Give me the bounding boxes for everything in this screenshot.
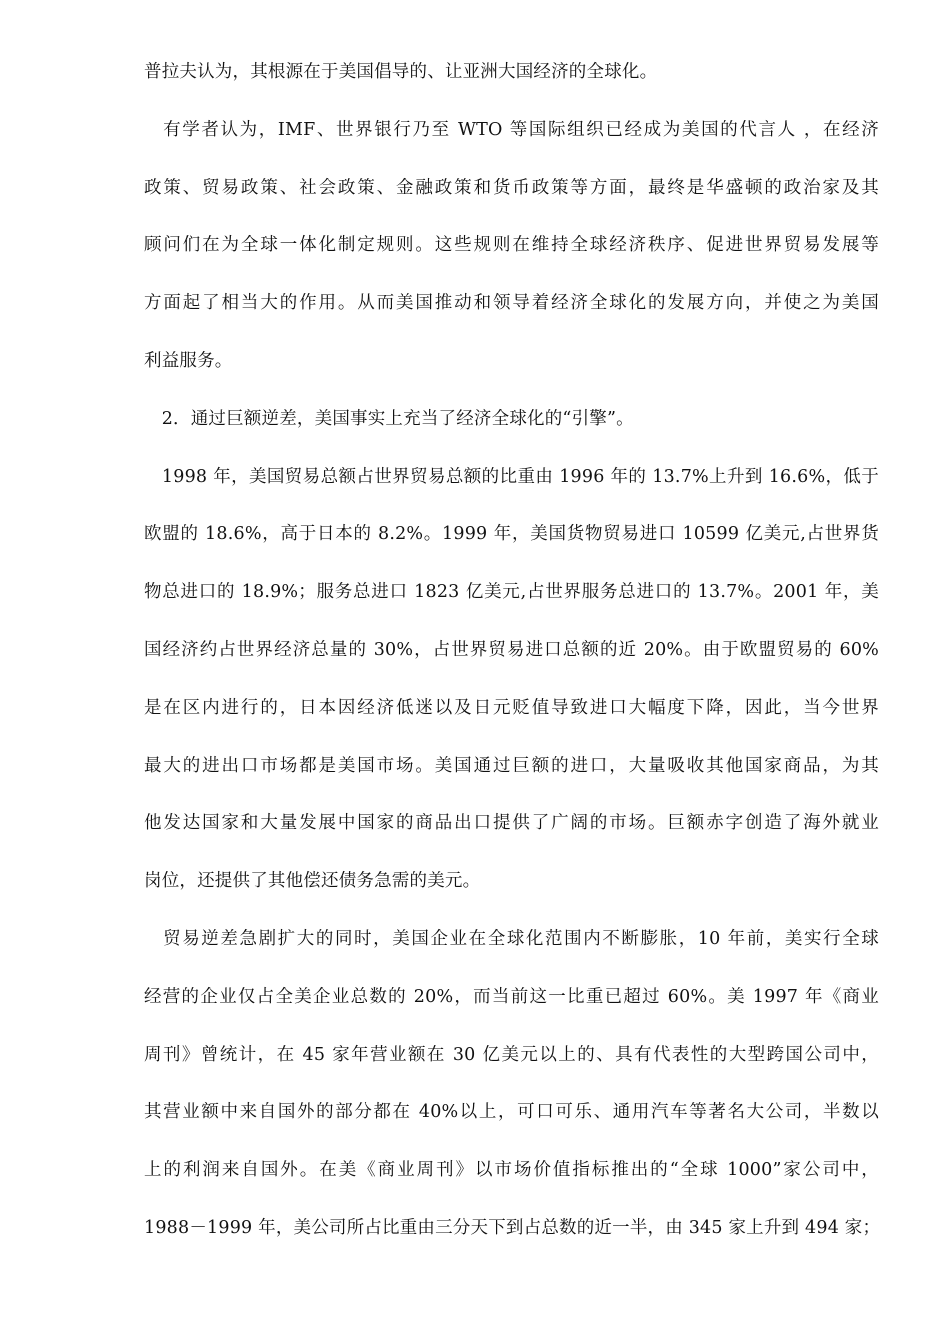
text-line: 上的利润来自国外。在美《商业周刊》以市场价值指标推出的“全球 1000”家公司中， [144, 1160, 879, 1181]
text-line: 利益服务。 [144, 350, 233, 371]
text-line: 欧盟的 18.6%，高于日本的 8.2%。1999 年，美国货物贸易进口 10599 亿美元,占世界货 [144, 524, 879, 545]
text-line: 普拉夫认为，其根源在于美国倡导的、让亚洲大国经济的全球化。 [144, 62, 658, 82]
text-line: 最大的进出口市场都是美国市场。美国通过巨额的进口，大量吸收其他国家商品，为其 [144, 755, 879, 776]
paragraph-4 [144, 911, 879, 1258]
text-line: 2．通过巨额逆差，美国事实上充当了经济全球化的“引擎”。 [144, 408, 634, 429]
text-line: 顾问们在为全球一体化制定规则。这些规则在维持全球经济秩序、促进世界贸易发展等 [144, 235, 879, 256]
paragraph-2 [144, 102, 879, 391]
text-line: 方面起了相当大的作用。从而美国推动和领导着经济全球化的发展方向，并使之为美国 [144, 293, 879, 314]
text-line: 贸易逆差急剧扩大的同时，美国企业在全球化范围内不断膨胀，10 年前，美实行全球 [144, 928, 879, 949]
text-line: 政策、贸易政策、社会政策、金融政策和货币政策等方面，最终是华盛顿的政治家及其 [144, 177, 879, 198]
text-line: 岗位，还提供了其他偿还债务急需的美元。 [144, 871, 481, 892]
paragraph-1 [144, 44, 879, 102]
text-line: 周刊》曾统计，在 45 家年营业额在 30 亿美元以上的、具有代表性的大型跨国公司中， [144, 1044, 879, 1065]
text-line: 1988－1999 年，美公司所占比重由三分天下到占总数的近一半，由 345 家上升到 494 家； [144, 1217, 881, 1238]
text-line: 是在区内进行的，日本因经济低迷以及日元贬值导致进口大幅度下降，因此，当今世界 [144, 697, 879, 718]
text-line: 经营的企业仅占全美企业总数的 20%，而当前这一比重已超过 60%。美 1997 年《商业 [144, 986, 879, 1007]
text-line: 其营业额中来自国外的部分都在 40%以上，可口可乐、通用汽车等著名大公司，半数以 [144, 1102, 879, 1123]
paragraph-3 [144, 449, 879, 911]
text-line: 他发达国家和大量发展中国家的商品出口提供了广阔的市场。巨额赤字创造了海外就业 [144, 813, 879, 834]
text-line: 1998 年，美国贸易总额占世界贸易总额的比重由 1996 年的 13.7%上升到 16.6%，低于 [144, 466, 879, 487]
text-line: 国经济约占世界经济总量的 30%，占世界贸易进口总额的近 20%。由于欧盟贸易的 60% [144, 639, 879, 660]
document-body [144, 44, 879, 1258]
section-heading [144, 391, 879, 449]
text-line: 物总进口的 18.9%；服务总进口 1823 亿美元,占世界服务总进口的 13.7%。2001 年，美 [144, 582, 879, 603]
text-line: 有学者认为，IMF、世界银行乃至 WTO 等国际组织已经成为美国的代言人 ，在经济 [144, 119, 879, 140]
